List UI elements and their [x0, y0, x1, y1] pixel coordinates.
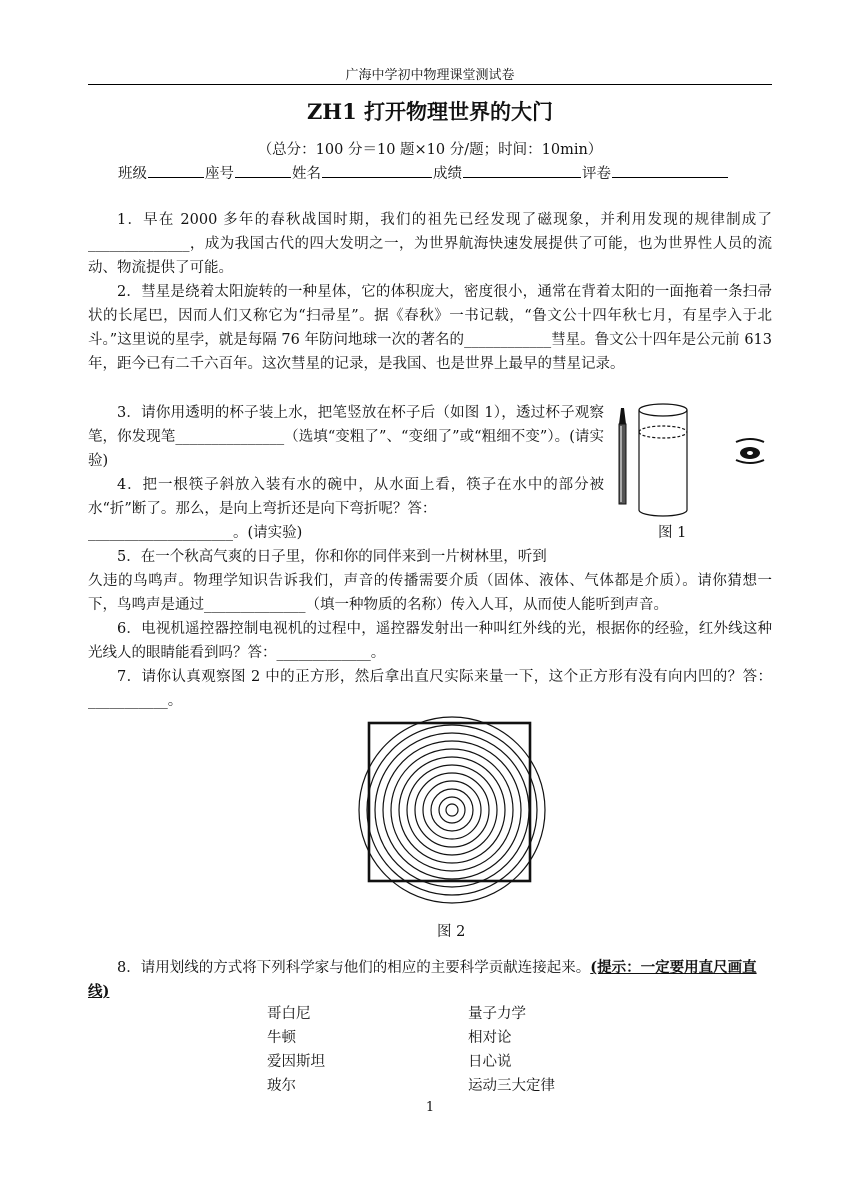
figure-1-cup-and-pen — [608, 402, 788, 522]
seat-blank[interactable] — [235, 163, 291, 178]
grader-label: 评卷 — [582, 166, 611, 182]
contribution-item[interactable]: 日心说 — [468, 1054, 512, 1070]
score-blank[interactable] — [463, 163, 581, 178]
question-1: 1．早在 2000 多年的春秋战国时期，我们的祖先已经发现了磁现象，并利用发现的规律制成了______________，成为我国古代的四大发明之一，为世界航海快速发展提供了可能，也为世界性人员的流动、物流提供了可能。 — [88, 212, 772, 276]
page-header: 广海中学初中物理课堂测试卷 — [345, 68, 515, 83]
grader-blank[interactable] — [612, 163, 728, 178]
class-blank[interactable] — [148, 163, 204, 178]
contribution-item[interactable]: 运动三大定律 — [468, 1078, 555, 1094]
question-4-answer: ____________________。(请实验) — [88, 525, 303, 541]
cup-icon — [639, 404, 687, 516]
score-label: 成绩 — [433, 166, 462, 182]
scientist-item[interactable]: 哥白尼 — [267, 1006, 311, 1022]
name-blank[interactable] — [322, 163, 432, 178]
page-title: ZH1 打开物理世界的大门 — [306, 99, 554, 124]
pen-icon — [619, 408, 626, 504]
question-4: 4．把一根筷子斜放入装有水的碗中，从水面上看，筷子在水中的部分被水“折”断了。那么，是向上弯折还是向下弯折呢？答： — [88, 477, 604, 517]
figure-2-circles-square — [357, 715, 547, 905]
contribution-item[interactable]: 相对论 — [468, 1030, 512, 1046]
scientist-item[interactable]: 牛顿 — [267, 1030, 296, 1046]
question-2: 2．彗星是绕着太阳旋转的一种星体，它的体积庞大，密度很小，通常在背着太阳的一面拖着一条扫帚状的长尾巴，因而人们又称它为“扫帚星”。据《春秋》一书记载，“鲁文公十四年秋七月，有星孛入于北斗。”这里说的星孛，就是每隔 76 年防问地球一次的著名的____________彗星。鲁文公十四年是公元前 613 年，距今已有二千六百年。这次彗星的记录，是我国、也是世界上最早的彗星记录。 — [88, 284, 772, 372]
page-subtitle: （总分：100 分＝10 题×10 分/题；时间：10min） — [257, 142, 603, 158]
contributions-column — [468, 1002, 628, 1098]
student-info-fields — [118, 162, 729, 183]
question-3: 3．请你用透明的杯子装上水，把笔竖放在杯子后（如图 1），透过杯子观察笔，你发现笔_______________（选填“变粗了”、“变细了”或“粗细不变”）。(请实验) — [88, 405, 604, 469]
scientist-item[interactable]: 爱因斯坦 — [267, 1054, 325, 1070]
seat-label: 座号 — [205, 166, 234, 182]
figure-1-caption: 图 1 — [658, 525, 687, 541]
question-8-hint: (提示：一定要用直尺画直线) — [88, 959, 757, 1000]
name-label: 姓名 — [292, 166, 321, 182]
contribution-item[interactable]: 量子力学 — [468, 1006, 526, 1022]
scientists-column — [267, 1002, 417, 1098]
header-rule — [88, 84, 772, 85]
question-8-text: 8．请用划线的方式将下列科学家与他们的相应的主要科学贡献连接起来。 — [117, 960, 591, 976]
question-5: 久违的鸟鸣声。物理学知识告诉我们，声音的传播需要介质（固体、液体、气体都是介质）。请你猜想一下，鸟鸣声是通过______________（填一种物质的名称）传入人耳，从而使人能听到声音。 — [88, 573, 772, 613]
page-number: 1 — [425, 1100, 435, 1115]
question-7: 7．请你认真观察图 2 中的正方形，然后拿出直尺实际来量一下，这个正方形有没有向内凹的？答：___________。 — [88, 669, 772, 709]
question-5-line-1: 5．在一个秋高气爽的日子里，你和你的同伴来到一片树林里，听到 — [117, 549, 547, 565]
question-6: 6．电视机遥控器控制电视机的过程中，遥控器发射出一种叫红外线的光，根据你的经验，红外线这种光线人的眼睛能看到吗？答：_____________。 — [88, 621, 772, 661]
figure-2-caption: 图 2 — [437, 924, 466, 940]
class-label: 班级 — [118, 166, 147, 182]
question-8 — [88, 956, 772, 1004]
scientist-item[interactable]: 玻尔 — [267, 1078, 296, 1094]
eye-icon — [736, 439, 764, 463]
